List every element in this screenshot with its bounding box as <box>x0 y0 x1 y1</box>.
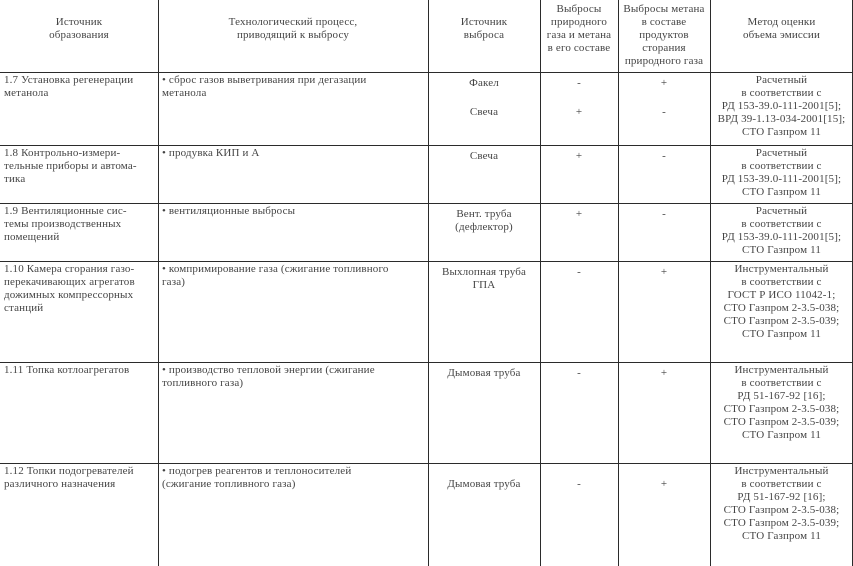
cell-line: ВРД 39-1.13-034-2001[15]; <box>717 113 846 125</box>
row-method <box>710 364 853 442</box>
cell-line: Факел <box>469 77 499 89</box>
cell-line: • вентиляционные выбросы <box>162 205 296 217</box>
cell-line: + <box>660 266 668 278</box>
cell-line: Расчетный <box>755 205 808 217</box>
cell-line: СТО Газпром 2-3.5-038; <box>723 302 840 314</box>
methane-emission-mark <box>618 150 710 163</box>
cell-line: - <box>577 77 581 89</box>
emitter-name <box>428 150 540 163</box>
cell-line: в его составе <box>547 42 611 54</box>
cell-line: 1.7 Установка регенерации <box>4 74 134 86</box>
cell-line: Инструментальный <box>734 465 829 477</box>
row-process <box>162 205 426 218</box>
gas-emission-mark <box>540 150 618 163</box>
cell-line: СТО Газпром 2-3.5-039; <box>723 315 840 327</box>
cell-line: СТО Газпром 2-3.5-038; <box>723 403 840 415</box>
cell-line: 1.8 Контрольно-измери- <box>4 147 121 159</box>
row-divider <box>0 463 853 464</box>
cell-line: Расчетный <box>755 147 808 159</box>
row-source <box>4 74 156 100</box>
gas-emission-mark <box>540 208 618 221</box>
cell-line: РД 153-39.0-111-2001[5]; <box>721 231 842 243</box>
cell-line: ГОСТ Р ИСО 11042-1; <box>727 289 836 301</box>
row-source <box>4 364 156 377</box>
cell-line: СТО Газпром 11 <box>742 328 821 340</box>
cell-line: РД 153-39.0-111-2001[5]; <box>721 100 842 112</box>
row-process <box>162 465 426 491</box>
gas-emission-mark <box>540 367 618 380</box>
cell-line: РД 153-39.0-111-2001[5]; <box>721 173 842 185</box>
methane-emission-mark <box>618 266 710 279</box>
methane-emission-mark <box>618 367 710 380</box>
row-divider <box>0 362 853 363</box>
cell-line: топливного газа) <box>162 377 244 389</box>
cell-line: природного газа <box>624 55 704 67</box>
cell-line: тика <box>4 173 26 185</box>
cell-line: + <box>660 367 668 379</box>
gas-emission-mark <box>540 266 618 279</box>
emitter-name <box>428 266 540 292</box>
cell-line: Свеча <box>469 150 499 162</box>
header-methane-emissions <box>618 3 710 68</box>
cell-line: 1.12 Топки подогревателей <box>4 465 134 477</box>
cell-line: РД 51-167-92 [16]; <box>737 390 826 402</box>
header-emission-source <box>428 16 540 42</box>
row-method <box>710 147 853 199</box>
row-divider <box>0 145 853 146</box>
cell-line: • продувка КИП и А <box>162 147 260 159</box>
cell-line: Выбросы <box>556 3 602 15</box>
cell-line: СТО Газпром 2-3.5-039; <box>723 517 840 529</box>
cell-line: - <box>662 106 666 118</box>
cell-line: Инструментальный <box>734 263 829 275</box>
cell-line: - <box>577 478 581 490</box>
cell-line: газа и метана <box>546 29 612 41</box>
cell-line: СТО Газпром 11 <box>742 244 821 256</box>
column-divider <box>618 0 619 566</box>
cell-line: • подогрев реагентов и теплоносителей <box>162 465 352 477</box>
cell-line: сторания <box>642 42 686 54</box>
column-divider <box>540 0 541 566</box>
cell-line: Технологический процесс, <box>228 16 358 28</box>
cell-line: метанола <box>4 87 49 99</box>
cell-line: помещений <box>4 231 60 243</box>
methane-emission-mark <box>618 77 710 90</box>
row-method <box>710 263 853 341</box>
emitter-name <box>428 106 540 119</box>
cell-line: продуктов <box>639 29 689 41</box>
row-method <box>710 74 853 139</box>
cell-line: природного <box>550 16 608 28</box>
cell-line: РД 51-167-92 [16]; <box>737 491 826 503</box>
cell-line: 1.11 Топка котлоагрегатов <box>4 364 130 376</box>
cell-line: в соответствии с <box>741 218 822 230</box>
cell-line: в составе <box>641 16 687 28</box>
cell-line: - <box>577 266 581 278</box>
row-method <box>710 205 853 257</box>
cell-line: образования <box>49 29 109 41</box>
methane-emission-mark <box>618 478 710 491</box>
cell-line: различного назначения <box>4 478 116 490</box>
row-divider <box>0 72 853 73</box>
cell-line: Выхлопная труба <box>441 266 527 278</box>
cell-line: - <box>662 150 666 162</box>
cell-line: СТО Газпром 2-3.5-039; <box>723 416 840 428</box>
cell-line: в соответствии с <box>741 377 822 389</box>
cell-line: Источник <box>460 16 508 28</box>
cell-line: + <box>575 106 583 118</box>
cell-line: в соответствии с <box>741 160 822 172</box>
row-method <box>710 465 853 543</box>
header-method <box>710 16 853 42</box>
header-gas-emissions <box>540 3 618 55</box>
emitter-name <box>428 77 540 90</box>
cell-line: темы производственных <box>4 218 122 230</box>
row-source <box>4 147 156 186</box>
gas-emission-mark <box>540 478 618 491</box>
row-divider <box>0 203 853 204</box>
row-source <box>4 205 156 244</box>
cell-line: СТО Газпром 11 <box>742 186 821 198</box>
emitter-name <box>428 478 540 491</box>
cell-line: Вент. труба <box>456 208 512 220</box>
cell-line: + <box>660 478 668 490</box>
cell-line: выброса <box>463 29 505 41</box>
row-source <box>4 263 156 315</box>
cell-line: СТО Газпром 2-3.5-038; <box>723 504 840 516</box>
emitter-name <box>428 367 540 380</box>
row-source <box>4 465 156 491</box>
cell-line: в соответствии с <box>741 276 822 288</box>
cell-line: (сжигание топливного газа) <box>162 478 296 490</box>
cell-line: СТО Газпром 11 <box>742 429 821 441</box>
column-divider <box>158 0 159 566</box>
cell-line: + <box>575 208 583 220</box>
cell-line: Метод оценки <box>747 16 816 28</box>
cell-line: в соответствии с <box>741 478 822 490</box>
row-process <box>162 364 426 390</box>
cell-line: Инструментальный <box>734 364 829 376</box>
row-process <box>162 263 426 289</box>
cell-line: Расчетный <box>755 74 808 86</box>
methane-emission-mark <box>618 208 710 221</box>
header-source-of-formation <box>0 16 158 42</box>
cell-line: - <box>577 367 581 379</box>
column-divider <box>710 0 711 566</box>
cell-line: (дефлектор) <box>455 221 513 233</box>
row-process <box>162 147 426 160</box>
gas-emission-mark <box>540 77 618 90</box>
cell-line: + <box>575 150 583 162</box>
cell-line: тельные приборы и автома- <box>4 160 137 172</box>
cell-line: в соответствии с <box>741 87 822 99</box>
cell-line: объема эмиссии <box>742 29 821 41</box>
emitter-name <box>428 208 540 234</box>
cell-line: • производство тепловой энергии (сжигание <box>162 364 375 376</box>
gas-emission-mark <box>540 106 618 119</box>
row-divider <box>0 261 853 262</box>
cell-line: 1.9 Вентиляционные сис- <box>4 205 127 217</box>
cell-line: приводящий к выбросу <box>236 29 349 41</box>
cell-line: СТО Газпром 11 <box>742 530 821 542</box>
cell-line: Источник <box>55 16 103 28</box>
cell-line: ГПА <box>472 279 496 291</box>
header-process <box>158 16 428 42</box>
cell-line: Свеча <box>469 106 499 118</box>
cell-line: газа) <box>162 276 186 288</box>
cell-line: СТО Газпром 11 <box>742 126 821 138</box>
cell-line: станций <box>4 302 44 314</box>
cell-line: метанола <box>162 87 207 99</box>
cell-line: - <box>662 208 666 220</box>
cell-line: • сброс газов выветривания при дегазации <box>162 74 367 86</box>
cell-line: Выбросы метана <box>623 3 705 15</box>
row-process <box>162 74 426 100</box>
cell-line: перекачивающих агрегатов <box>4 276 135 288</box>
cell-line: • компримирование газа (сжигание топливного <box>162 263 389 275</box>
cell-line: 1.10 Камера сгорания газо- <box>4 263 135 275</box>
cell-line: Дымовая труба <box>447 478 521 490</box>
cell-line: Дымовая труба <box>447 367 521 379</box>
column-divider <box>428 0 429 566</box>
methane-emission-mark <box>618 106 710 119</box>
cell-line: + <box>660 77 668 89</box>
cell-line: дожимных компрессорных <box>4 289 134 301</box>
